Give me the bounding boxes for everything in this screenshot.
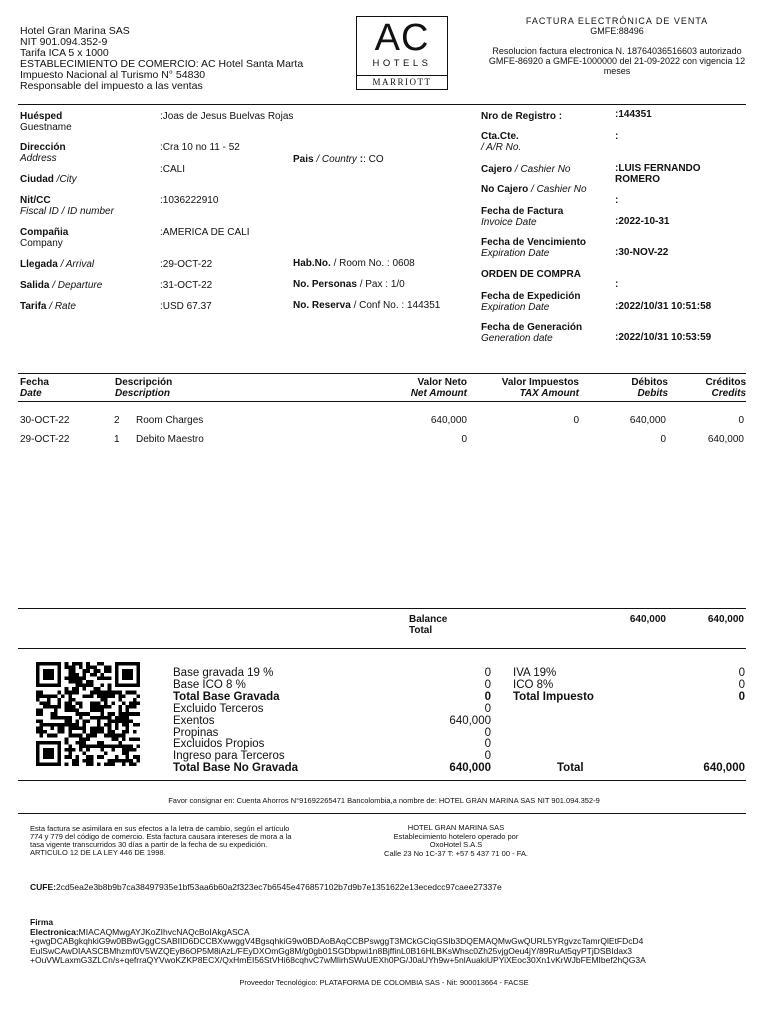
totals-left-value: 0 xyxy=(484,702,491,715)
ciudad-label: Ciudad xyxy=(20,174,54,185)
firma-electronica xyxy=(30,918,765,966)
compania-label: Compañia xyxy=(20,227,69,238)
compania-value: :AMERICA DE CALI xyxy=(160,227,250,238)
cufe-value: 2cd5ea2e3b8b9b7ca38497935e1bf53aa6b60a2f323ec7b6545e476857102b7d9b7e1351622e13ecedcc97caee27337e xyxy=(55,882,502,892)
fecha-factura-label: Fecha de Factura xyxy=(481,206,564,217)
expedicion-label: Fecha de Expedición xyxy=(481,291,581,302)
totals-left-label: Total Base No Gravada xyxy=(173,762,299,775)
fecha-factura-sub: Invoice Date xyxy=(481,217,537,228)
totals-left-label: Total Base Gravada xyxy=(173,690,280,703)
logo-brand: MARRIOTT xyxy=(357,75,447,89)
totals-left-label: Excluidos Propios xyxy=(173,738,265,751)
operator-line: HOTEL GRAN MARINA SAS xyxy=(407,823,505,832)
totals-right-value: 0 xyxy=(738,678,745,691)
ac-hotels-logo xyxy=(356,16,448,90)
totals-bottom-rule xyxy=(18,780,746,781)
table-header-rule xyxy=(18,401,746,402)
cajero-sub: / Cashier No xyxy=(514,164,571,175)
reserva-label: No. Reserva xyxy=(293,300,351,311)
operator-info xyxy=(346,824,566,858)
firma-label-2: Electronica: xyxy=(30,926,79,937)
balance-bottom-rule xyxy=(18,648,746,649)
row-cred: 0 xyxy=(738,415,744,426)
ciudad-sub: /City xyxy=(56,174,77,185)
totals-left-value: 0 xyxy=(484,690,491,703)
registro-label: Nro de Registro : xyxy=(481,111,563,122)
totals-left-value: 0 xyxy=(484,750,491,763)
row-fecha: 29-OCT-22 xyxy=(20,434,70,445)
reserva-sub: / Conf No. : 144351 xyxy=(353,300,441,311)
firma-line: EulSwCAwDIAASCBMhzmf0V5WZQEyB6OP5M8iAzL/FEyDXOmGg8M/g0gb01SGDbpwi1n8BjffinL0B16HLBKsWhsc0Zh25vjgOeu4jY/89RuAt5qyPTjDSBIdax3 xyxy=(30,945,633,956)
firma-label: Firma xyxy=(30,918,54,927)
resolution-text: Resolucion factura electronica N. 18764036516603 autorizado GMFE-86920 a GMFE-1000000 del 21-09-2022 con vigencia 12 meses xyxy=(488,46,746,76)
vencimiento-sub: Expiration Date xyxy=(481,248,550,259)
generacion-sub: Generation date xyxy=(481,333,553,344)
ctacte-sub: / A/R No. xyxy=(481,142,522,153)
direccion-label: Dirección xyxy=(20,142,66,153)
registro-value: :144351 xyxy=(615,109,652,120)
row-qty: 2 xyxy=(114,415,120,426)
row-desc: Room Charges xyxy=(136,415,204,426)
operator-line: Calle 23 No 1C-37 T: +57 5 437 71 00 - FA. xyxy=(384,848,528,858)
firma-line: +gwgDCABgkqhkiG9w0BBwGggCSABIID6DCCBXwwggV4BgsqhkiG9w0BDAoBAqCCBPswggT3MCkGCiqGSIb3DQEMAQMwGwQURL5YRgvzcTamrQlEtFDcD4 xyxy=(30,936,644,946)
col-fecha-header: Fecha Date xyxy=(20,377,49,399)
logo-sub: HOTELS xyxy=(372,58,432,69)
company-line: Hotel Gran Marina SAS xyxy=(20,25,130,37)
huesped-value: :Joas de Jesus Buelvas Rojas xyxy=(160,111,294,122)
col-imp-header: Valor Impuestos TAX Amount xyxy=(501,377,579,399)
salida-sub: / Departure xyxy=(52,280,103,291)
operator-line: OxoHotel S.A.S xyxy=(429,840,483,849)
hab-sub: / Room No. : 0608 xyxy=(333,258,415,269)
nit-sub: Fiscal ID / ID number xyxy=(20,206,114,217)
row-deb: 0 xyxy=(660,434,666,445)
company-line: Responsable del impuesto a las ventas xyxy=(20,80,203,92)
row-desc: Debito Maestro xyxy=(136,434,204,445)
balance-debits: 640,000 xyxy=(629,614,666,625)
company-line: ESTABLECIMIENTO DE COMERCIO: AC Hotel Santa Marta xyxy=(20,58,304,70)
vencimiento-label: Fecha de Vencimiento xyxy=(481,237,587,248)
totals-right-label: Total Impuesto xyxy=(513,690,594,703)
totals-left-value: 640,000 xyxy=(449,714,491,727)
generacion-label: Fecha de Generación xyxy=(481,322,583,333)
tarifa-sub: / Rate xyxy=(49,301,76,312)
totals-right-label: ICO 8% xyxy=(513,678,554,691)
totals-left-value: 0 xyxy=(484,667,491,679)
direccion-value: :Cra 10 no 11 - 52 xyxy=(160,142,240,153)
pais-label: Pais xyxy=(293,154,314,165)
header-divider xyxy=(18,104,746,105)
balance-label: Balance Total xyxy=(409,614,448,636)
totals-left-label: Exentos xyxy=(173,714,215,727)
huesped-sub: Guestname xyxy=(20,122,72,133)
orden-value: : xyxy=(615,279,619,290)
hab-label: Hab.No. xyxy=(293,258,331,269)
row-deb: 640,000 xyxy=(629,415,666,426)
balance-top-rule xyxy=(18,608,746,609)
direccion-sub: Address xyxy=(20,153,57,164)
totals-left-label: Excluido Terceros xyxy=(173,702,264,715)
col-deb-header: Débitos Debits xyxy=(631,377,668,399)
compania-sub: Company xyxy=(20,238,63,249)
expedicion-sub: Expiration Date xyxy=(481,302,550,313)
salida-value: :31-OCT-22 xyxy=(160,280,213,291)
invoice-number: GMFE:88496 xyxy=(590,26,644,36)
row-fecha: 30-OCT-22 xyxy=(20,415,70,426)
row-neto: 0 xyxy=(461,434,467,445)
invoice-title: FACTURA ELECTRÓNICA DE VENTA xyxy=(525,16,709,26)
llegada-value: :29-OCT-22 xyxy=(160,259,213,270)
totals-right-label: IVA 19% xyxy=(513,667,557,679)
orden-label: ORDEN DE COMPRA xyxy=(481,269,582,280)
logo-main: AC xyxy=(374,17,430,59)
cajero-label: Cajero xyxy=(481,164,513,175)
totals-left-label: Propinas xyxy=(173,726,219,739)
balance-credits: 640,000 xyxy=(707,614,744,625)
totals-left-value: 0 xyxy=(484,738,491,751)
qr-code xyxy=(36,662,140,766)
cajero-value: :LUIS FERNANDO ROMERO xyxy=(615,163,701,185)
provider-text: Proveedor Tecnológico: PLATAFORMA DE COLOMBIA SAS - Nit: 900013664 - FACSE xyxy=(239,978,529,987)
salida-label: Salida xyxy=(20,280,50,291)
huesped-label: Huésped xyxy=(20,111,63,122)
totals-right-value: 0 xyxy=(738,690,745,703)
firma-line: MIACAQMwgAYJKoZIhvcNAQcBoIAkgASCA xyxy=(78,926,250,937)
nit-label: Nit/CC xyxy=(20,195,51,206)
ctacte-label: Cta.Cte. xyxy=(481,131,519,142)
ciudad-value: :CALI xyxy=(160,164,186,175)
cufe xyxy=(30,882,502,892)
legal-text: Esta factura se asimilara en sus efectos a la letra de cambio, según el artículo 774 y 779 del código de comercio. Esta factura causara intereses de mora a la tasa vigente transcurridos 30 días a partir de la fecha de su expedición. ARTICULO 12 DE LA LEY 446 DE 1998. xyxy=(30,824,292,857)
company-line: Tarifa ICA 5 x 1000 xyxy=(20,47,109,59)
totals-left-label: Base gravada 19 % xyxy=(173,667,274,679)
expedicion-value: :2022/10/31 10:51:58 xyxy=(615,301,712,312)
grand-total-label: Total xyxy=(557,762,584,774)
llegada-sub: / Arrival xyxy=(60,259,95,270)
tarifa-label: Tarifa xyxy=(20,301,47,312)
pais-sub: / Country xyxy=(316,154,357,165)
cufe-label: CUFE: xyxy=(30,882,56,892)
invoice-header xyxy=(478,16,756,76)
totals-left-value: 640,000 xyxy=(449,762,491,775)
row-qty: 1 xyxy=(114,434,120,445)
nocajero-sub: / Cashier No xyxy=(531,184,587,195)
personas-label: No. Personas xyxy=(293,279,357,290)
company-line: Impuesto Nacional al Turismo N° 54830 xyxy=(20,69,206,81)
generacion-value: :2022/10/31 10:53:59 xyxy=(615,332,712,343)
fecha-factura-value: :2022-10-31 xyxy=(615,216,670,227)
totals-left-label: Base ICO 8 % xyxy=(173,678,246,691)
row-cred: 640,000 xyxy=(707,434,744,445)
personas-sub: / Pax : 1/0 xyxy=(359,279,405,290)
tarifa-value: :USD 67.37 xyxy=(160,301,212,312)
operator-line: Establecimiento hotelero operado por xyxy=(393,831,519,841)
totals-left-value: 0 xyxy=(484,726,491,739)
company-info xyxy=(20,26,350,92)
nocajero-label: No Cajero xyxy=(481,184,529,195)
ctacte-value: : xyxy=(615,131,619,142)
col-desc-header: Descripción Description xyxy=(115,377,173,399)
nocajero-value: : xyxy=(615,195,619,206)
footer-top-rule xyxy=(18,813,746,814)
table-top-rule xyxy=(18,373,746,374)
col-cred-header: Créditos Credits xyxy=(705,377,746,399)
vencimiento-value: :30-NOV-22 xyxy=(615,247,669,258)
row-imp: 0 xyxy=(573,415,579,426)
llegada-label: Llegada xyxy=(20,259,58,270)
pais-value: : CO xyxy=(363,154,384,165)
totals-left-value: 0 xyxy=(484,678,491,691)
consignar-text: Favor consignar en: Cuenta Ahorros N°91692265471 Bancolombia,a nombre de: HOTEL GRAN MARINA SAS NIT 901.094.352-9 xyxy=(168,796,600,805)
nit-value: :1036222910 xyxy=(160,195,219,206)
totals-right-value: 0 xyxy=(738,667,745,679)
totals-left-label: Ingreso para Terceros xyxy=(173,750,285,763)
grand-total-value: 640,000 xyxy=(703,762,745,774)
col-neto-header: Valor Neto Net Amount xyxy=(410,377,467,399)
firma-line: +OuVWLaxmG3ZLCn/s+qefrraQYVwoKZKP8ECX/QxHmEI56StVHi68cqhvC7wMlirhSWuUEXh0PG/J0aUYh9w+5nlAuakiUPYiXEoc30Xn1vKrWJbFEMIbef2hQG3A xyxy=(30,955,646,965)
company-line: NIT 901.094.352-9 xyxy=(20,36,108,48)
row-neto: 640,000 xyxy=(430,415,467,426)
